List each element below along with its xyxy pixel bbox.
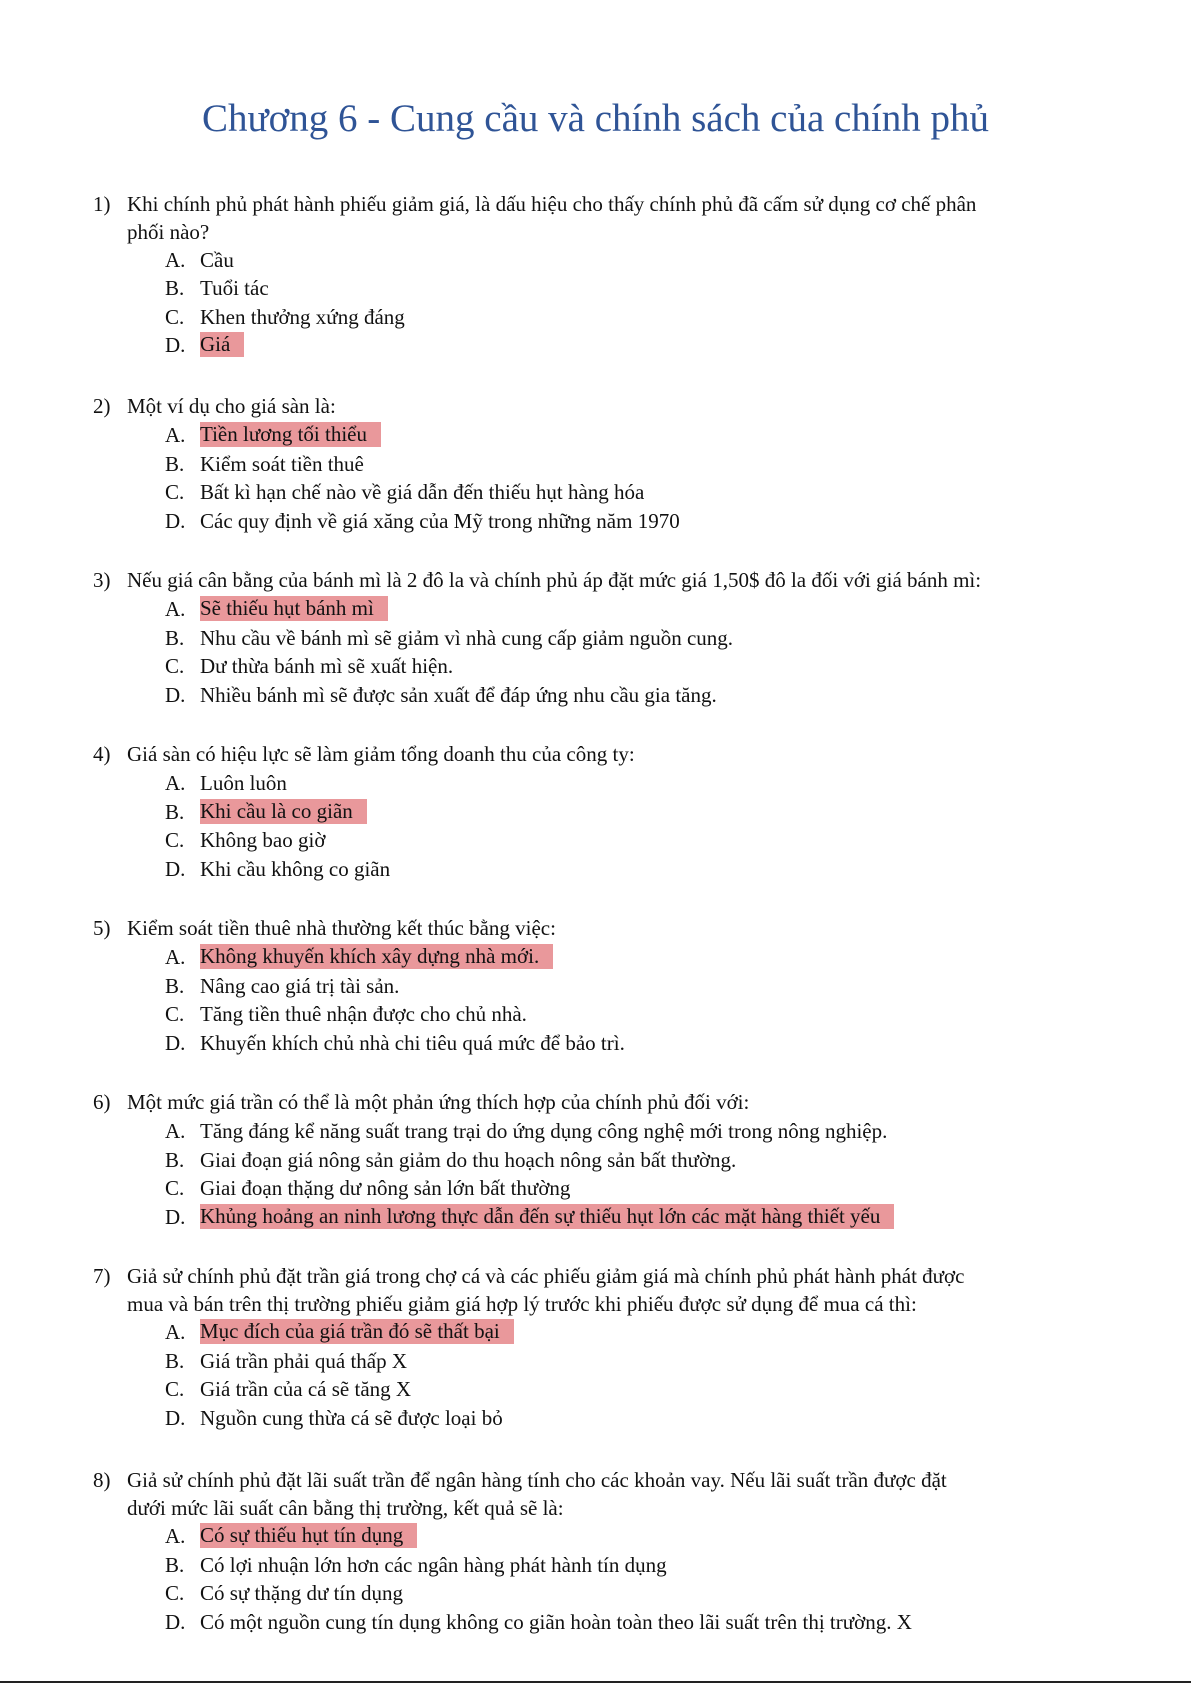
option-letter: B. <box>165 1349 185 1373</box>
option-letter: A. <box>165 248 186 272</box>
question-text-line-2: mua và bán trên thị trường phiếu giảm giá hợp lý trước khi phiếu được sử dụng để mua cá thì: <box>127 1292 917 1316</box>
option-text: Có lợi nhuận lớn hơn các ngân hàng phát hành tín dụng <box>200 1553 667 1577</box>
option-letter: C. <box>165 480 185 504</box>
option-text: Giai đoạn thặng dư nông sản lớn bất thường <box>200 1176 571 1200</box>
question-number: 5) <box>93 916 111 940</box>
page-bottom-rule <box>0 1681 1191 1683</box>
question-text-line-1: Một ví dụ cho giá sàn là: <box>127 394 336 418</box>
option-letter: C. <box>165 305 185 329</box>
option-letter: C. <box>165 828 185 852</box>
option-letter: D. <box>165 1610 186 1634</box>
option-letter: C. <box>165 1581 185 1605</box>
question-text-line-1: Giả sử chính phủ đặt lãi suất trần để ngân hàng tính cho các khoản vay. Nếu lãi suất trần được đặt <box>127 1468 947 1492</box>
option-text: Tiền lương tối thiểu <box>200 422 381 447</box>
question-number: 8) <box>93 1468 111 1492</box>
page-title: Chương 6 - Cung cầu và chính sách của chính phủ <box>202 97 989 140</box>
question-text-line-1: Kiểm soát tiền thuê nhà thường kết thúc bằng việc: <box>127 916 556 940</box>
option-letter: C. <box>165 654 185 678</box>
option-text: Nguồn cung thừa cá sẽ được loại bỏ <box>200 1406 503 1430</box>
option-letter: B. <box>165 626 185 650</box>
option-letter: D. <box>165 1205 186 1229</box>
question-text-line-2: dưới mức lãi suất cân bằng thị trường, kết quả sẽ là: <box>127 1496 564 1520</box>
option-text: Có một nguồn cung tín dụng không co giãn hoàn toàn theo lãi suất trên thị trường. X <box>200 1610 912 1634</box>
option-letter: C. <box>165 1176 185 1200</box>
option-text: Tăng đáng kể năng suất trang trại do ứng dụng công nghệ mới trong nông nghiệp. <box>200 1119 888 1143</box>
option-text: Không khuyến khích xây dựng nhà mới. <box>200 944 553 969</box>
option-text: Giai đoạn giá nông sản giảm do thu hoạch nông sản bất thường. <box>200 1148 737 1172</box>
option-text: Giá trần phải quá thấp X <box>200 1349 408 1373</box>
option-letter: B. <box>165 800 185 824</box>
option-text: Có sự thiếu hụt tín dụng <box>200 1523 417 1548</box>
question-number: 3) <box>93 568 111 592</box>
question-text-line-2: phối nào? <box>127 220 210 244</box>
option-letter: B. <box>165 452 185 476</box>
option-text: Khủng hoảng an ninh lương thực dẫn đến sự thiếu hụt lớn các mặt hàng thiết yếu <box>200 1204 894 1229</box>
question-text-line-1: Giả sử chính phủ đặt trần giá trong chợ cá và các phiếu giảm giá mà chính phủ phát hành phát được <box>127 1264 965 1288</box>
option-text: Không bao giờ <box>200 828 326 852</box>
option-text: Bất kì hạn chế nào về giá dẫn đến thiếu hụt hàng hóa <box>200 480 645 504</box>
option-letter: B. <box>165 1553 185 1577</box>
question-text-line-1: Một mức giá trần có thể là một phản ứng thích hợp của chính phủ đối với: <box>127 1090 750 1114</box>
option-text: Giá <box>200 332 244 357</box>
question-number: 4) <box>93 742 111 766</box>
option-text: Khi cầu là co giãn <box>200 799 367 824</box>
option-letter: A. <box>165 1320 186 1344</box>
option-text: Khi cầu không co giãn <box>200 857 391 881</box>
option-letter: B. <box>165 974 185 998</box>
option-letter: A. <box>165 945 186 969</box>
option-letter: C. <box>165 1377 185 1401</box>
option-letter: D. <box>165 1031 186 1055</box>
option-text: Giá trần của cá sẽ tăng X <box>200 1377 412 1401</box>
option-text: Khen thưởng xứng đáng <box>200 305 405 329</box>
question-text-line-1: Nếu giá cân bằng của bánh mì là 2 đô la và chính phủ áp đặt mức giá 1,50$ đô la đối với giá bánh mì: <box>127 568 982 592</box>
option-letter: D. <box>165 683 186 707</box>
question-number: 2) <box>93 394 111 418</box>
question-number: 6) <box>93 1090 111 1114</box>
question-number: 1) <box>93 192 111 216</box>
option-letter: D. <box>165 857 186 881</box>
option-text: Mục đích của giá trần đó sẽ thất bại <box>200 1319 514 1344</box>
option-letter: A. <box>165 1524 186 1548</box>
option-text: Dư thừa bánh mì sẽ xuất hiện. <box>200 654 454 678</box>
option-letter: B. <box>165 276 185 300</box>
option-text: Nâng cao giá trị tài sản. <box>200 974 400 998</box>
option-text: Nhu cầu về bánh mì sẽ giảm vì nhà cung cấp giảm nguồn cung. <box>200 626 734 650</box>
question-text-line-1: Khi chính phủ phát hành phiếu giảm giá, là dấu hiệu cho thấy chính phủ đã cấm sử dụng cơ chế phân <box>127 192 977 216</box>
option-letter: C. <box>165 1002 185 1026</box>
option-text: Kiểm soát tiền thuê <box>200 452 364 476</box>
question-text-line-1: Giá sàn có hiệu lực sẽ làm giảm tổng doanh thu của công ty: <box>127 742 635 766</box>
option-text: Các quy định về giá xăng của Mỹ trong những năm 1970 <box>200 509 680 533</box>
option-letter: B. <box>165 1148 185 1172</box>
option-text: Nhiều bánh mì sẽ được sản xuất để đáp ứng nhu cầu gia tăng. <box>200 683 717 707</box>
option-text: Cầu <box>200 248 234 272</box>
option-text: Sẽ thiếu hụt bánh mì <box>200 596 388 621</box>
option-letter: A. <box>165 1119 186 1143</box>
option-letter: D. <box>165 509 186 533</box>
option-letter: D. <box>165 333 186 357</box>
option-letter: A. <box>165 771 186 795</box>
option-letter: A. <box>165 597 186 621</box>
option-text: Khuyến khích chủ nhà chi tiêu quá mức để bảo trì. <box>200 1031 625 1055</box>
option-text: Luôn luôn <box>200 771 287 795</box>
option-text: Tăng tiền thuê nhận được cho chủ nhà. <box>200 1002 527 1026</box>
option-letter: A. <box>165 423 186 447</box>
question-number: 7) <box>93 1264 111 1288</box>
option-text: Có sự thặng dư tín dụng <box>200 1581 404 1605</box>
option-letter: D. <box>165 1406 186 1430</box>
option-text: Tuổi tác <box>200 276 269 300</box>
